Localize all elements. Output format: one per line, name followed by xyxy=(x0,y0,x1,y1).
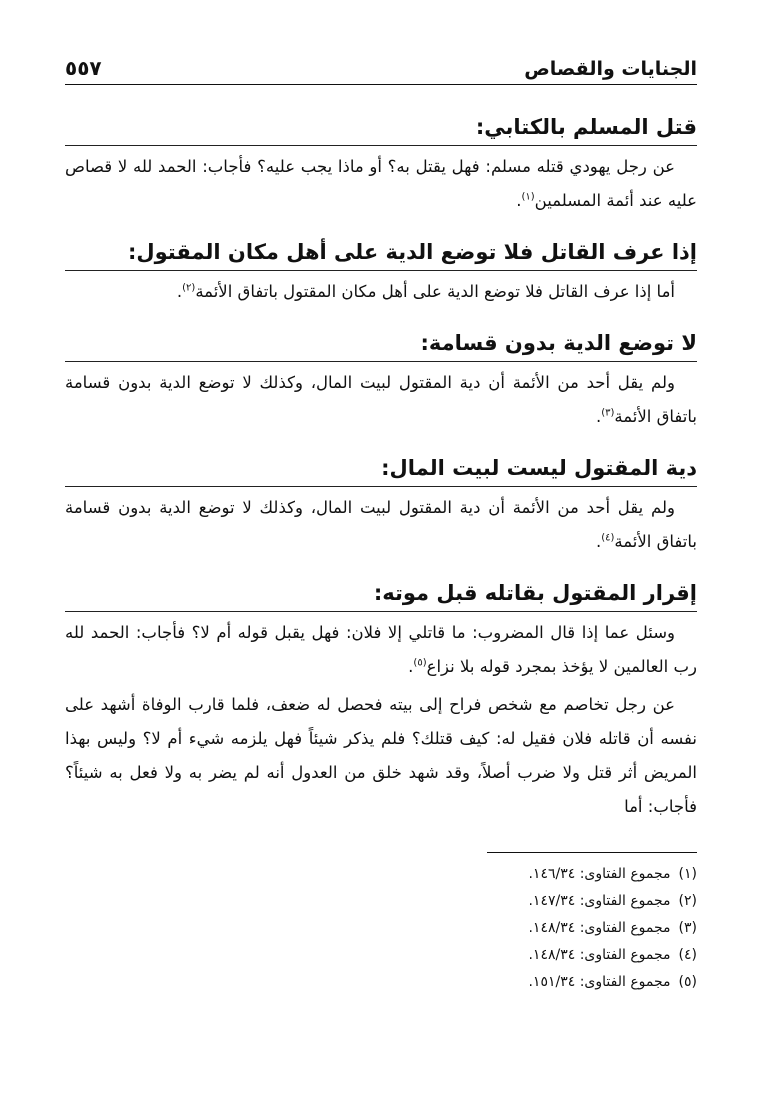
footnote-number: (٢) xyxy=(678,893,697,909)
footnote-number: (٤) xyxy=(678,947,697,963)
footnote-divider xyxy=(487,852,697,853)
section-heading: لا توضع الدية بدون قسامة: xyxy=(65,321,697,362)
paragraph-text: ولم يقل أحد من الأئمة أن دية المقتول لبيت المال، وكذلك لا توضع الدية بدون قسامة باتفاق الأئمة xyxy=(65,498,697,551)
sentence-end: . xyxy=(516,191,522,210)
page-number: ٥٥٧ xyxy=(65,56,102,80)
sentence-end: . xyxy=(408,657,414,676)
section-heading: قتل المسلم بالكتابي: xyxy=(65,105,697,146)
paragraph xyxy=(65,616,697,684)
footnote-text: مجموع الفتاوى: ١٤٦/٣٤. xyxy=(528,866,671,882)
footnote-item xyxy=(65,915,697,942)
section-heading: إذا عرف القاتل فلا توضع الدية على أهل مكان المقتول: xyxy=(65,230,697,271)
footnote-text: مجموع الفتاوى: ١٤٨/٣٤. xyxy=(528,947,671,963)
footnote-item xyxy=(65,969,697,996)
footnote-text: مجموع الفتاوى: ١٥١/٣٤. xyxy=(528,974,671,990)
paragraph xyxy=(65,366,697,434)
running-title: الجنايات والقصاص xyxy=(524,58,697,80)
footnote-marker[interactable]: (٥) xyxy=(413,657,427,669)
body-text xyxy=(65,105,697,824)
section xyxy=(65,571,697,824)
paragraph-text: وسئل عما إذا قال المضروب: ما قاتلي إلا فلان: فهل يقبل قوله أم لا؟ فأجاب: الحمد لله رب العالمين لا يؤخذ بمجرد قوله بلا نزاع xyxy=(65,623,697,676)
paragraph xyxy=(65,275,697,309)
paragraph xyxy=(65,150,697,218)
sentence-end: . xyxy=(595,532,602,551)
section xyxy=(65,321,697,434)
section-heading: دية المقتول ليست لبيت المال: xyxy=(65,446,697,487)
footnote-marker[interactable]: (٣) xyxy=(601,407,615,419)
footnote-text: مجموع الفتاوى: ١٤٨/٣٤. xyxy=(528,920,671,936)
paragraph xyxy=(65,491,697,559)
footnote-item xyxy=(65,942,697,969)
footnote-text: مجموع الفتاوى: ١٤٧/٣٤. xyxy=(528,893,671,909)
footnote-number: (١) xyxy=(678,866,697,882)
footnote-marker[interactable]: (٢) xyxy=(182,282,196,294)
footnote-number: (٣) xyxy=(678,920,697,936)
sentence-end: . xyxy=(595,407,602,426)
paragraph-text: عن رجل يهودي قتله مسلم: فهل يقتل به؟ أو ماذا يجب عليه؟ فأجاب: الحمد لله لا قصاص عليه عند أئمة المسلمين xyxy=(65,157,697,210)
section xyxy=(65,230,697,309)
running-header xyxy=(65,42,697,85)
sentence-end: . xyxy=(176,282,183,301)
footnote-item xyxy=(65,888,697,915)
paragraph-text: أما إذا عرف القاتل فلا توضع الدية على أهل مكان المقتول باتفاق الأئمة xyxy=(195,282,675,301)
section xyxy=(65,446,697,559)
footnote-number: (٥) xyxy=(678,974,697,990)
section-heading: إقرار المقتول بقاتله قبل موته: xyxy=(65,571,697,612)
footnote-marker[interactable]: (١) xyxy=(521,191,535,203)
paragraph xyxy=(65,688,697,824)
section xyxy=(65,105,697,218)
footnote-marker[interactable]: (٤) xyxy=(601,532,615,544)
footnotes xyxy=(65,861,697,996)
paragraph-text: ولم يقل أحد من الأئمة أن دية المقتول لبيت المال، وكذلك لا توضع الدية بدون قسامة باتفاق الأئمة xyxy=(65,373,697,426)
paragraph-text: عن رجل تخاصم مع شخص فراح إلى بيته فحصل له ضعف، فلما قارب الوفاة أشهد على نفسه أن قاتله فلان فقيل له: كيف قتلك؟ فلم يذكر شيئاً فهل يلزمه شيء أم لا؟ وليس بهذا المريض أثر قتل ولا ضرب أصلاً، وقد شهد خلق من العدول أنه لم يضر به ولا فعل به شيئاً؟ فأجاب: أما xyxy=(65,695,697,816)
footnote-item xyxy=(65,861,697,888)
